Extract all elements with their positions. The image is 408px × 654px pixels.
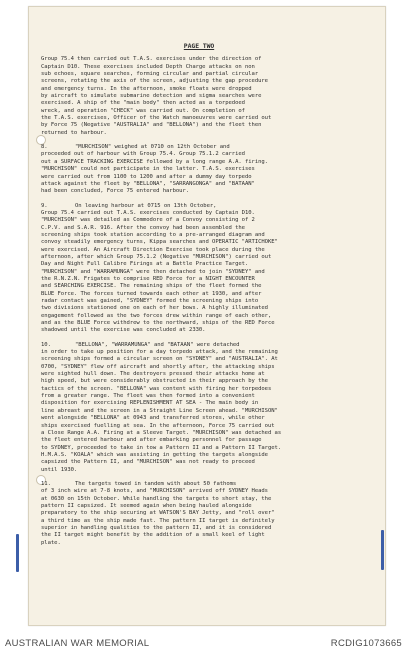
paragraph-line bbox=[41, 503, 357, 510]
paragraph-line bbox=[41, 225, 357, 232]
paragraph-line bbox=[41, 122, 357, 129]
line-text: of 3 inch wire at 7-8 knots, and "MURCHISON" arrived off SYDNEY Heads bbox=[41, 488, 268, 495]
line-text: and SEARCHING EXERCISE. The remaining ships of the fleet formed the bbox=[41, 283, 262, 290]
paragraph-line bbox=[41, 445, 357, 452]
paragraph-line bbox=[41, 510, 357, 517]
line-text: engagement followed as the two forces drew within range of each other, bbox=[41, 312, 272, 319]
paragraph bbox=[41, 203, 357, 335]
line-text: capsized the Pattern II, and "MURCHISON" was not ready to proceed bbox=[41, 459, 255, 466]
paragraph-line bbox=[41, 393, 357, 400]
line-text: were sighted hull down. The destroyers pressed their attacks home at bbox=[41, 371, 265, 378]
line-text: superior in handling qualities to the pattern II, and it is considered bbox=[41, 524, 272, 531]
paragraph-line bbox=[41, 269, 357, 276]
right-tab-mark bbox=[381, 530, 384, 570]
paragraph-line bbox=[41, 437, 357, 444]
paragraph-number: 8. bbox=[41, 144, 48, 151]
line-text: Group 75.4 then carried out T.A.S. exercises under the direction of bbox=[41, 56, 262, 63]
paragraph-line bbox=[41, 247, 357, 254]
paragraph-line bbox=[41, 108, 357, 115]
paragraph-line bbox=[41, 364, 357, 371]
paragraph-line bbox=[41, 261, 357, 268]
line-text: were carried out from 1100 to 1200 and after a dummy day torpedo bbox=[41, 173, 252, 180]
paragraph-line bbox=[41, 56, 357, 63]
paragraph-line bbox=[41, 320, 357, 327]
line-text: H.M.A.S. "KOALA" which was assisting in getting the targets alongside bbox=[41, 451, 268, 458]
line-text: Day and Night Full Calibre Firings at a Battle Practice Target. bbox=[41, 261, 249, 268]
paragraph-line bbox=[41, 305, 357, 312]
line-text: by aircraft to simulate submarine detection and sigma searches were bbox=[41, 93, 262, 100]
line-text: line abreast and the screen in a Straight Line Screen ahead. "MURCHISON" bbox=[41, 407, 278, 414]
line-text: Captain D10. These exercises included Depth Charge attacks on non bbox=[41, 63, 255, 70]
typed-document bbox=[41, 43, 357, 554]
paragraph-line bbox=[41, 86, 357, 93]
paragraph-line bbox=[41, 210, 357, 217]
paragraph-line bbox=[41, 540, 357, 547]
line-text: "MURCHISON" was detailed as Commodore of a Convoy consisting of 2 bbox=[41, 217, 255, 224]
line-text: Group 75.4 carried out T.A.S. exercises conducted by Captain D10. bbox=[41, 209, 255, 216]
paragraph-line bbox=[41, 356, 357, 363]
paragraph-line bbox=[41, 349, 357, 356]
line-text: convoy steadily emergency turns, Kippa searches and OPERATIC "ARTICHOKE" bbox=[41, 239, 278, 246]
paragraph-line bbox=[41, 181, 357, 188]
line-text: and as the BLUE Force withdrew to the northward, ships of the RED Force bbox=[41, 320, 275, 327]
paragraph-line bbox=[41, 100, 357, 107]
line-text: plate. bbox=[41, 539, 61, 546]
paragraph-line bbox=[41, 386, 357, 393]
archive-footer bbox=[0, 630, 408, 654]
paragraph bbox=[41, 342, 357, 474]
paragraph-line bbox=[41, 488, 357, 495]
paragraph-line bbox=[41, 130, 357, 137]
line-text: at 0630 on 15th October. While handling the targets to short stay, the bbox=[41, 495, 272, 502]
paragraph-line bbox=[41, 232, 357, 239]
line-text: had been concluded, Force 75 entered harbour. bbox=[41, 188, 190, 195]
line-text: screening ships formed a circular screen on "SYDNEY" and "AUSTRALIA". At bbox=[41, 356, 278, 363]
line-text: returned to harbour. bbox=[41, 129, 107, 136]
line-text: preparatory to the ship securing at WATSON'S BAY Jetty, and "roll over" bbox=[41, 510, 275, 517]
line-text: On leaving harbour at 0715 on 13th October, bbox=[75, 202, 217, 209]
paragraph-line bbox=[41, 174, 357, 181]
paragraph bbox=[41, 481, 357, 547]
paragraph-line bbox=[41, 459, 357, 466]
paragraph-line bbox=[41, 64, 357, 71]
paragraph-line bbox=[41, 188, 357, 195]
paragraph bbox=[41, 144, 357, 195]
page-heading: PAGE TWO bbox=[183, 42, 215, 50]
line-text: by Force 75 (Negative "AUSTRALIA" and "BELLONA") and the fleet then bbox=[41, 122, 262, 129]
paragraph-line bbox=[41, 115, 357, 122]
paragraph-number: 10. bbox=[41, 341, 51, 348]
line-text: a Close Range A.A. Firing at a Sleeve Target. "MURCHISON" was detached as bbox=[41, 429, 282, 436]
line-text: the T.A.S. exercises, Officer of the Watch manoeuvres were carried out bbox=[41, 115, 272, 122]
paragraph-number: 11. bbox=[41, 480, 51, 487]
paragraph-line bbox=[41, 159, 357, 166]
line-text: the R.N.Z.N. Frigates to comprise RED Force for a NIGHT ENCOUNTER bbox=[41, 275, 255, 282]
line-text: wreck, and operation "CHECK" was carried out. On completion of bbox=[41, 107, 245, 114]
line-text: the fleet entered harbour and after embarking personnel for passage bbox=[41, 437, 262, 444]
paragraph-line bbox=[41, 151, 357, 158]
paragraph-line bbox=[41, 496, 357, 503]
paragraph-line bbox=[41, 467, 357, 474]
paragraph-line bbox=[41, 217, 357, 224]
paragraph-line bbox=[41, 327, 357, 334]
line-text: exercised. A ship of the "main body" then acted as a torpedoed bbox=[41, 100, 245, 107]
paragraph-list bbox=[41, 56, 357, 547]
line-text: 0700, "SYDNEY" flew off aircraft and shortly after, the attacking ships bbox=[41, 363, 275, 370]
paragraph-line bbox=[41, 415, 357, 422]
paragraph-line bbox=[41, 481, 357, 488]
line-text: and emergency turns. In the afternoon, smoke floats were dropped bbox=[41, 85, 252, 92]
line-text: sub echoes, square searches, forming circular and partial circular bbox=[41, 71, 259, 78]
line-text: afternoon, after which Group 75.1.2 (Negative "MURCHISON") carried out bbox=[41, 253, 272, 260]
paragraph-line bbox=[41, 400, 357, 407]
paragraph-line bbox=[41, 144, 357, 151]
paragraph-line bbox=[41, 203, 357, 210]
paragraph-line bbox=[41, 71, 357, 78]
line-text: tactics of the screen. "BELLONA" was content with firing her torpedoes bbox=[41, 385, 272, 392]
line-text: went alongside "BELLONA" at 0943 and transferred stores, while other bbox=[41, 415, 265, 422]
line-text: high speed, but were considerably obstructed in their approach by the bbox=[41, 378, 268, 385]
line-text: out a SURFACE TRACKING EXERCISE followed by a long range A.A. firing. bbox=[41, 158, 268, 165]
line-text: from a greater range. The fleet was then formed into a convenient bbox=[41, 393, 255, 400]
document-sheet bbox=[28, 6, 386, 626]
paragraph-line bbox=[41, 93, 357, 100]
paragraph-line bbox=[41, 452, 357, 459]
line-text: a third time as the ship made fast. The pattern II target is definitely bbox=[41, 517, 275, 524]
line-text: C.P.V. and S.A.R. 916. After the convoy had been assembled the bbox=[41, 224, 245, 231]
paragraph-line bbox=[41, 276, 357, 283]
line-text: were exercised. An Aircraft Direction Exercise took place during the bbox=[41, 246, 265, 253]
line-text: in order to take up position for a day torpedo attack, and the remaining bbox=[41, 349, 278, 356]
line-text: shadowed until the exercise was concluded at 2330. bbox=[41, 327, 206, 334]
line-text: ships exercised fuelling at sea. In the afternoon, Force 75 carried out bbox=[41, 422, 275, 429]
line-text: screening ships took station according to a pre-arranged diagram and bbox=[41, 231, 265, 238]
paragraph-line bbox=[41, 371, 357, 378]
paragraph-line bbox=[41, 166, 357, 173]
line-text: "MURCHISON" and "WARRAMUNGA" were then detached to join "SYDNEY" and bbox=[41, 268, 265, 275]
line-text: attack against the fleet by "BELLONA", "SARRANGONGA" and "BATAAN" bbox=[41, 180, 255, 187]
line-text: BLUE Force. The forces turned towards each other at 1930, and after bbox=[41, 290, 262, 297]
line-text: to SYDNEY, proceeded to take in tow a Pattern II and a Pattern II Target. bbox=[41, 444, 282, 451]
line-text: "MURCHISON" could not participate in the latter. T.A.S. exercises bbox=[41, 166, 255, 173]
line-text: radar contact was gained, "SYDNEY" formed the screening ships into bbox=[41, 298, 259, 304]
line-text: two divisions stationed one on each of her bows. A highly illuminated bbox=[41, 305, 268, 312]
paragraph-line bbox=[41, 378, 357, 385]
record-id: RCDIG1073665 bbox=[330, 638, 402, 649]
paragraph-line bbox=[41, 254, 357, 261]
line-text: The targets towed in tandem with about 50 fathoms bbox=[75, 480, 237, 487]
paragraph-line bbox=[41, 518, 357, 525]
line-text: screens, rotating the axis of the screen, adjusting the gap procedure bbox=[41, 78, 268, 85]
line-text: disposition for exercising REPLENISHMENT AT SEA - The main body in bbox=[41, 400, 259, 407]
line-text: "BELLONA", "WARRAMUNGA" and "BATAAN" were detached bbox=[75, 341, 240, 348]
paragraph-line bbox=[41, 430, 357, 437]
paragraph bbox=[41, 56, 357, 137]
paragraph-line bbox=[41, 298, 357, 305]
line-text: pattern II capsized. It seemed again when being hauled alongside bbox=[41, 502, 252, 509]
paragraph-line bbox=[41, 313, 357, 320]
paragraph-line bbox=[41, 408, 357, 415]
paragraph-line bbox=[41, 423, 357, 430]
paragraph-line bbox=[41, 283, 357, 290]
archive-name: AUSTRALIAN WAR MEMORIAL bbox=[5, 638, 150, 649]
paragraph-line bbox=[41, 342, 357, 349]
paragraph-line bbox=[41, 78, 357, 85]
paragraph-line bbox=[41, 239, 357, 246]
paragraph-line bbox=[41, 532, 357, 539]
paragraph-line bbox=[41, 525, 357, 532]
paragraph-number: 9. bbox=[41, 202, 48, 209]
line-text: proceeded out of harbour with Group 75.4. Group 75.1.2 carried bbox=[41, 151, 245, 158]
line-text: "MURCHISON" weighed at 0710 on 12th October and bbox=[75, 144, 230, 151]
line-text: until 1930. bbox=[41, 466, 78, 473]
line-text: the II target might benefit by the addition of a small keel of light bbox=[41, 532, 265, 539]
left-tab-mark bbox=[16, 534, 19, 572]
paragraph-line bbox=[41, 291, 357, 298]
